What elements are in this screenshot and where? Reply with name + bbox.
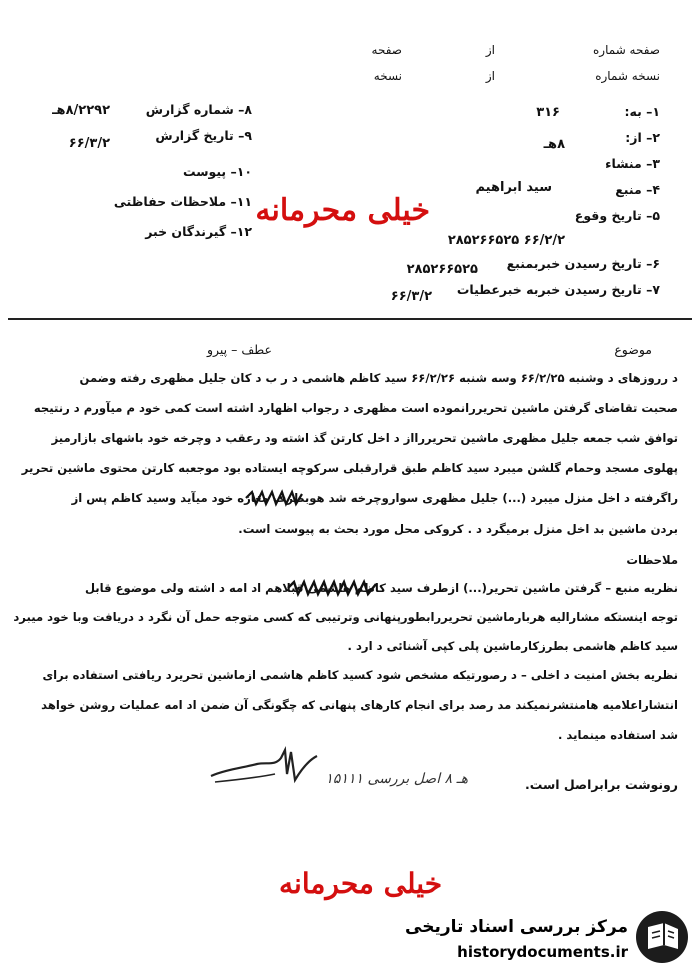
classification-stamp-bottom: خیلی محرمانه bbox=[279, 867, 442, 900]
field-recipients-label: ۱۲– گیرندگان خبر bbox=[145, 224, 252, 239]
field-received-by-officer-label: ۷– تاریخ رسیدن خبربه خبرعطیات bbox=[456, 282, 660, 297]
signature bbox=[205, 740, 320, 800]
archive-logo-icon bbox=[634, 909, 690, 965]
field-from-value: ۸هـ bbox=[543, 137, 565, 152]
body-line: راگرفته د اخل منزل میبرد (...) جلیل مظهری سواروچرخه شد هوبطرف مغازه خود میآید وسید کاظم پس از bbox=[71, 491, 678, 505]
body-line: پهلوی مسجد وحمام گلشن میبرد سید کاظم طبق قرارقبلی سرکوچه ایستاده بود موجعبه کارتن محتوی ماشین تحریر bbox=[21, 461, 678, 475]
page-number-label: صفحه شماره bbox=[593, 43, 660, 57]
remarks-line: نظریه منبع – گرفتن ماشین تحریر(...) ازطرف سید کاظم هاشمی قبلاهم اد امه د اشته ولی موضوع قابل bbox=[84, 581, 678, 595]
field-origin-label: ۳– منشاء bbox=[605, 156, 660, 171]
field-report-date-value: ۶۶/۳/۲ bbox=[68, 136, 110, 151]
page-word: صفحه bbox=[371, 43, 402, 57]
field-report-number-label: ۸– شماره گزارش bbox=[145, 102, 252, 117]
field-received-by-source-label: ۶– تاریخ رسیدن خبربمنبع bbox=[506, 256, 660, 271]
archive-watermark bbox=[400, 905, 690, 967]
field-occurrence-date-label: ۵– تاریخ وقوع bbox=[574, 208, 660, 223]
body-line: صحبت تقاضای گرفتن ماشین تحریررانموده است مظهری د رجواب اظهارد اشته است کمی خود م میآورم د رنتیجه bbox=[33, 401, 678, 415]
redaction-mark bbox=[244, 488, 306, 508]
field-occurrence-date-value: ۶۶/۲/۲ ۲۸۵۲۶۶۵۲۵ bbox=[447, 233, 565, 248]
classification-stamp-top: خیلی محرمانه bbox=[255, 193, 430, 228]
field-report-number-value: ۸/۲۲۹۲هـ bbox=[52, 103, 110, 118]
handwritten-annotation: هـ ۸ اصل بررسی ۱۵۱۱۱ bbox=[325, 771, 468, 787]
page-of-label: از bbox=[485, 43, 495, 57]
remarks-line: نظریه بخش امنیت د اخلی – د رصورتیکه مشخص شود کسید کاظم هاشمی ازماشین تحریرد ریافتی استفاده برای bbox=[42, 668, 678, 682]
body-line: د رروزهای د وشنبه ۶۶/۲/۲۵ وسه شنبه ۶۶/۲/۲۶ سید کاظم هاشمی د ر ب د کان جلیل مظهری رفته وضمن bbox=[79, 371, 678, 385]
field-from-label: ۲– از: bbox=[625, 130, 660, 145]
divider-rule bbox=[8, 318, 692, 320]
subject-label: موضوع bbox=[614, 342, 652, 357]
field-security-notes-label: ۱۱– ملاحظات حفاظتی bbox=[113, 194, 252, 209]
field-source-label: ۴– منبع bbox=[615, 182, 660, 197]
remarks-line: سید کاظم هاشمی بطرزکارماشین پلی کپی آشنائی د ارد . bbox=[347, 639, 678, 653]
remarks-line: شد استفاده مینماید . bbox=[557, 728, 678, 742]
field-to-value: ۳۱۶ bbox=[536, 105, 560, 120]
field-source-value: سید ابراهیم bbox=[475, 180, 552, 195]
subject-value: عطف – پیرو bbox=[206, 342, 272, 357]
remarks-line: توجه اینستکه مشارالیه هربارماشین تحریررابطورپنهانی وترتیبی که کسی متوجه حمل آن نگرد د دریافت وبا خود میبرد bbox=[13, 610, 678, 624]
field-received-by-officer-value: ۶۶/۳/۲ bbox=[390, 289, 432, 304]
transcript-statement: رونوشت برابراصل است. bbox=[524, 777, 678, 792]
archive-url: historydocuments.ir bbox=[457, 943, 628, 961]
remarks-line: انتشاراعلامیه هامنتشرنمیکند مد رصد برای انجام کارهای پنهانی که چگونگی آن ضمن اد امه عملیات روشن خواهد bbox=[41, 698, 678, 712]
copy-word: نسخه bbox=[373, 69, 402, 83]
copy-of-label: از bbox=[485, 69, 495, 83]
body-line: بردن ماشین بد اخل منزل برمیگرد د . کروکی محل مورد بحث به پیوست است. bbox=[238, 522, 678, 536]
field-attachment-label: ۱۰– پیوست bbox=[182, 164, 252, 179]
body-line: توافق شب جمعه جلیل مظهری ماشین تحریررااز د اخل کارتن گذ اشته ود رعقب د وچرخه خود باشهای بازارمیز bbox=[51, 431, 678, 445]
field-report-date-label: ۹– تاریخ گزارش bbox=[155, 128, 252, 143]
archive-title: مرکز بررسی اسناد تاریخی bbox=[405, 917, 628, 937]
remarks-heading: ملاحظات bbox=[626, 553, 678, 567]
field-received-by-source-value: ۲۸۵۲۶۶۵۲۵ bbox=[406, 262, 478, 277]
copy-number-label: نسخه شماره bbox=[595, 69, 660, 83]
field-to-label: ۱– به: bbox=[624, 104, 660, 119]
